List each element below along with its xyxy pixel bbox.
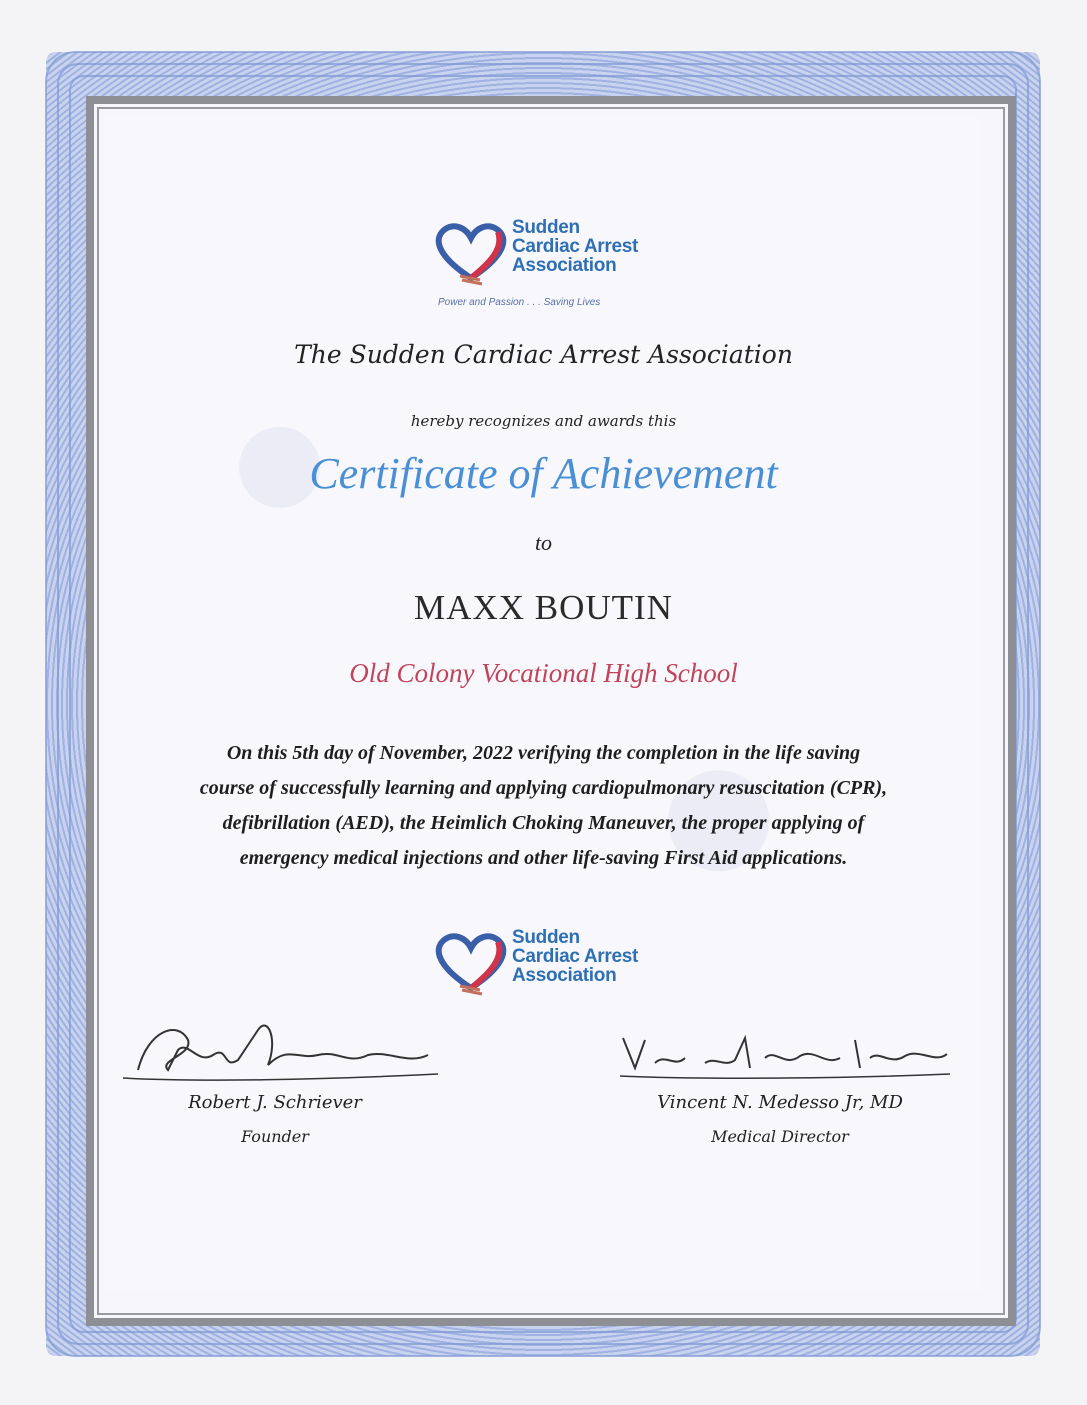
recognition-line: hereby recognizes and awards this [410,412,677,430]
signature-left-handwriting [118,1010,448,1090]
body-line-4: emergency medical injections and other life-saving First Aid applications. [239,847,848,869]
logo-bottom [430,928,638,996]
heart-logo-icon [430,928,512,996]
certificate-title: Certificate of Achievement [309,449,778,498]
to-line: to [534,530,553,555]
logo-top-line3: Association [512,255,617,276]
body-line-1: On this 5th day of November, 2022 verifying the completion in the life saving [226,742,861,764]
signature-right-handwriting [615,1028,955,1088]
school-name: Old Colony Vocational High School [349,658,738,688]
logo-tagline: Power and Passion . . . Saving Lives [438,297,601,308]
recipient-name: MAXX BOUTIN [414,588,673,627]
signature-block-right [605,1092,955,1146]
logo-top-text [512,218,638,275]
signer-left-name: Robert J. Schriever [188,1092,362,1113]
logo-bottom-text [512,928,638,985]
logo-bottom-line3: Association [512,965,617,986]
logo-top-line2: Cardiac Arrest [512,236,639,257]
certificate-body-text [0,736,1087,876]
signer-right-name: Vincent N. Medesso Jr, MD [657,1092,903,1113]
logo-bottom-line1: Sudden [512,927,580,948]
signature-block-left [110,1092,440,1146]
signer-left-title: Founder [241,1127,309,1146]
body-line-2: course of successfully learning and applying cardiopulmonary resuscitation (CPR), [199,777,888,799]
signer-right-title: Medical Director [711,1127,849,1146]
logo-bottom-line2: Cardiac Arrest [512,946,639,967]
logo-top [430,218,638,286]
heart-logo-icon [430,218,512,286]
logo-top-line1: Sudden [512,217,580,238]
organization-heading: The Sudden Cardiac Arrest Association [294,340,793,369]
body-line-3: defibrillation (AED), the Heimlich Choking Maneuver, the proper applying of [222,812,865,834]
